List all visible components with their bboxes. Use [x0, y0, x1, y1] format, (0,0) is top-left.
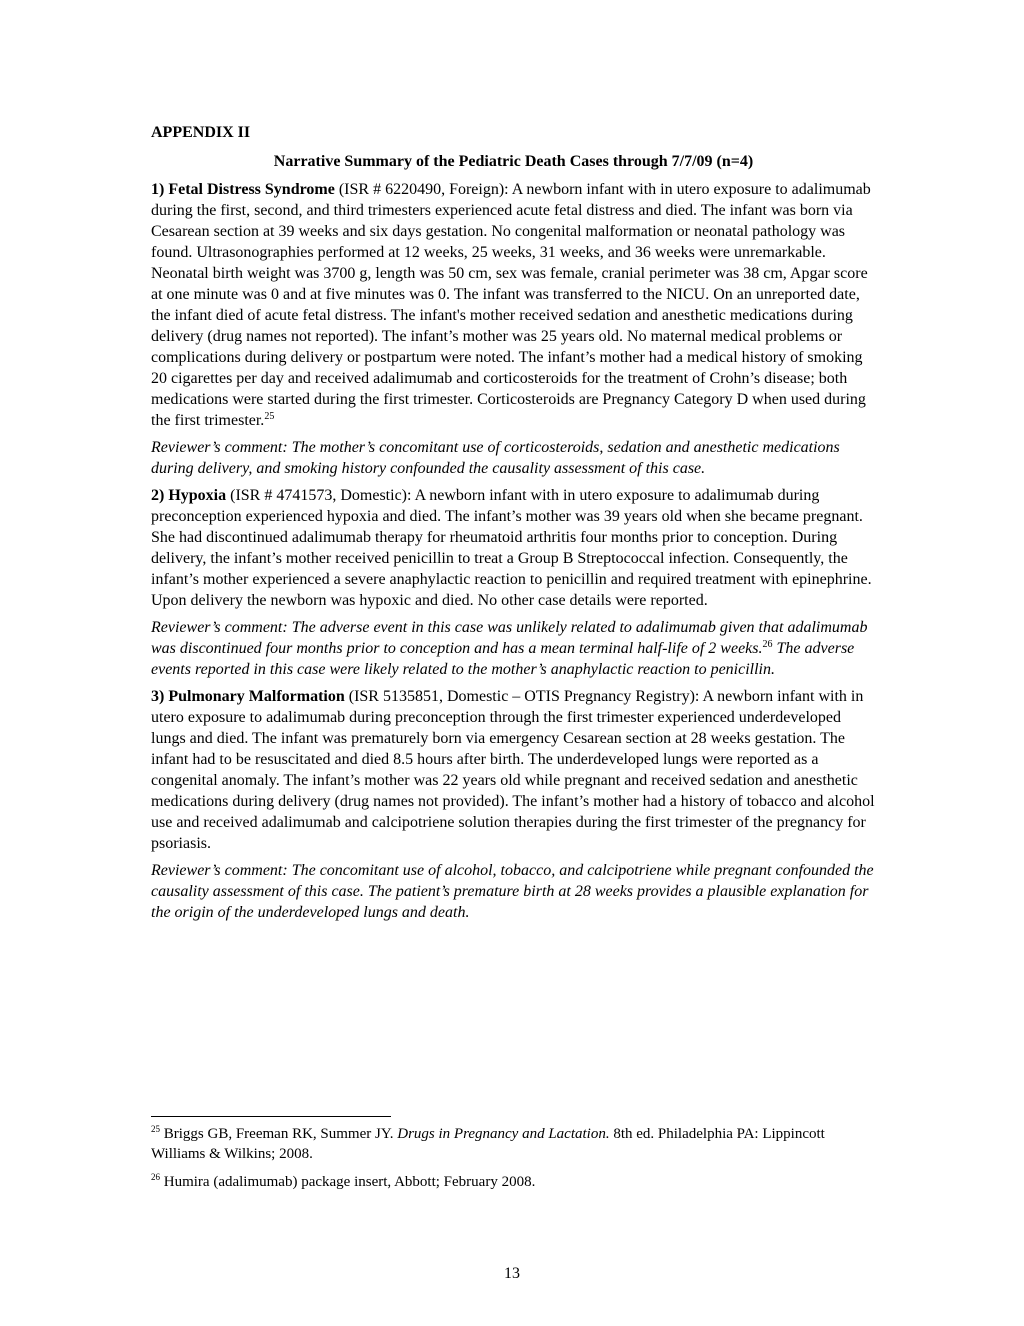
footnote-text: Briggs GB, Freeman RK, Summer JY. [160, 1126, 398, 1142]
footnote-number: 25 [151, 1124, 160, 1134]
appendix-heading: APPENDIX II [151, 124, 251, 141]
footnote-ref-26: 26 [762, 639, 773, 650]
footnote-25 [151, 1124, 876, 1164]
footnote-book-title: Drugs in Pregnancy and Lactation. [397, 1126, 610, 1142]
footnote-26 [151, 1172, 876, 1192]
footnote-text: Humira (adalimumab) package insert, Abbott; February 2008. [160, 1174, 536, 1190]
case-1-text: (ISR # 6220490, Foreign): A newborn infant with in utero exposure to adalimumab during the first, second, and third trimesters experienced acute fetal distress and died. The infant was born via Cesarean section at 39 weeks and six days gestation. No congenital malformation or neonatal pathology was found. Ultrasonographies performed at 12 weeks, 25 weeks, 31 weeks, and 36 weeks were unremarkable. Neonatal birth weight was 3700 g, length was 50 cm, sex was female, cranial perimeter was 38 cm, Apgar score at one minute was 0 and at five minutes was 0. The infant was transferred to the NICU. On an unreported date, the infant died of acute fetal distress. The infant's mother received sedation and anesthetic medications during delivery (drug names not reported). The infant’s mother was 25 years old. No maternal medical problems or complications during delivery or postpartum were noted. The infant’s mother had a medical history of smoking 20 cigarettes per day and received adalimumab and corticosteroids for the treatment of Crohn’s disease; both medications were started during the first trimester. Corticosteroids are Pregnancy Category D when used during the first trimester. [151, 181, 871, 429]
case-2-label: 2) Hypoxia [151, 487, 227, 504]
footnote-number: 26 [151, 1172, 160, 1182]
document-body [151, 122, 876, 929]
footnote-text-end: 8th ed. Philadelphia PA: Lippincott Williams & Wilkins; 2008. [151, 1126, 825, 1162]
case-3-label: 3) Pulmonary Malformation [151, 688, 345, 705]
footnote-divider [151, 1116, 391, 1117]
footnote-ref-25: 25 [264, 411, 275, 422]
case-2-comment-text-b: The adverse events reported in this case were likely related to the mother’s anaphylactic reaction to penicillin. [151, 640, 855, 678]
case-2-text: (ISR # 4741573, Domestic): A newborn infant with in utero exposure to adalimumab during preconception experienced hypoxia and died. The infant’s mother was 39 years old when she became pregnant. She had discontinued adalimumab therapy for rheumatoid arthritis four months prior to conception. During delivery, the infant’s mother received penicillin to treat a Group B Streptococcal infection. Consequently, the infant’s mother experienced a severe anaphylactic reaction to penicillin and required treatment with epinephrine. Upon delivery the newborn was hypoxic and died. No other case details were reported. [151, 487, 872, 609]
footnotes [151, 1124, 876, 1200]
page-number: 13 [504, 1265, 520, 1282]
case-3-paragraph [151, 686, 876, 854]
page-title: Narrative Summary of the Pediatric Death Cases through 7/7/09 (n=4) [273, 153, 754, 170]
case-3-text: (ISR 5135851, Domestic – OTIS Pregnancy Registry): A newborn infant with in utero exposure to adalimumab during preconception through the first trimester experienced underdeveloped lungs and died. The infant was prematurely born via emergency Cesarean section at 28 weeks gestation. The infant had to be resuscitated and died 8.5 hours after birth. The underdeveloped lungs were reported as a congenital anomaly. The infant’s mother was 22 years old while pregnant and received sedation and anesthetic medications during delivery (drug names not provided). The infant’s mother had a history of tobacco and alcohol use and received adalimumab and calcipotriene solution therapies during the first trimester of the pregnancy for psoriasis. [151, 688, 875, 852]
case-3-comment-text: Reviewer’s comment: The concomitant use of alcohol, tobacco, and calcipotriene while pregnant confounded the causality assessment of this case. The patient’s premature birth at 28 weeks provides a plausible explanation for the origin of the underdeveloped lungs and death. [151, 862, 874, 921]
case-3-reviewer-comment [151, 860, 876, 923]
case-2-comment-text-a: Reviewer’s comment: The adverse event in this case was unlikely related to adalimumab given that adalimumab was discontinued four months prior to conception and has a mean terminal half-life of 2 weeks. [151, 619, 868, 657]
case-2-reviewer-comment [151, 617, 876, 680]
case-1-paragraph [151, 179, 876, 431]
case-2-paragraph [151, 485, 876, 611]
case-1-comment-text: Reviewer’s comment: The mother’s concomitant use of corticosteroids, sedation and anesthetic medications during delivery, and smoking history confounded the causality assessment of this case. [151, 439, 840, 477]
case-1-label: 1) Fetal Distress Syndrome [151, 181, 335, 198]
case-1-reviewer-comment [151, 437, 876, 479]
